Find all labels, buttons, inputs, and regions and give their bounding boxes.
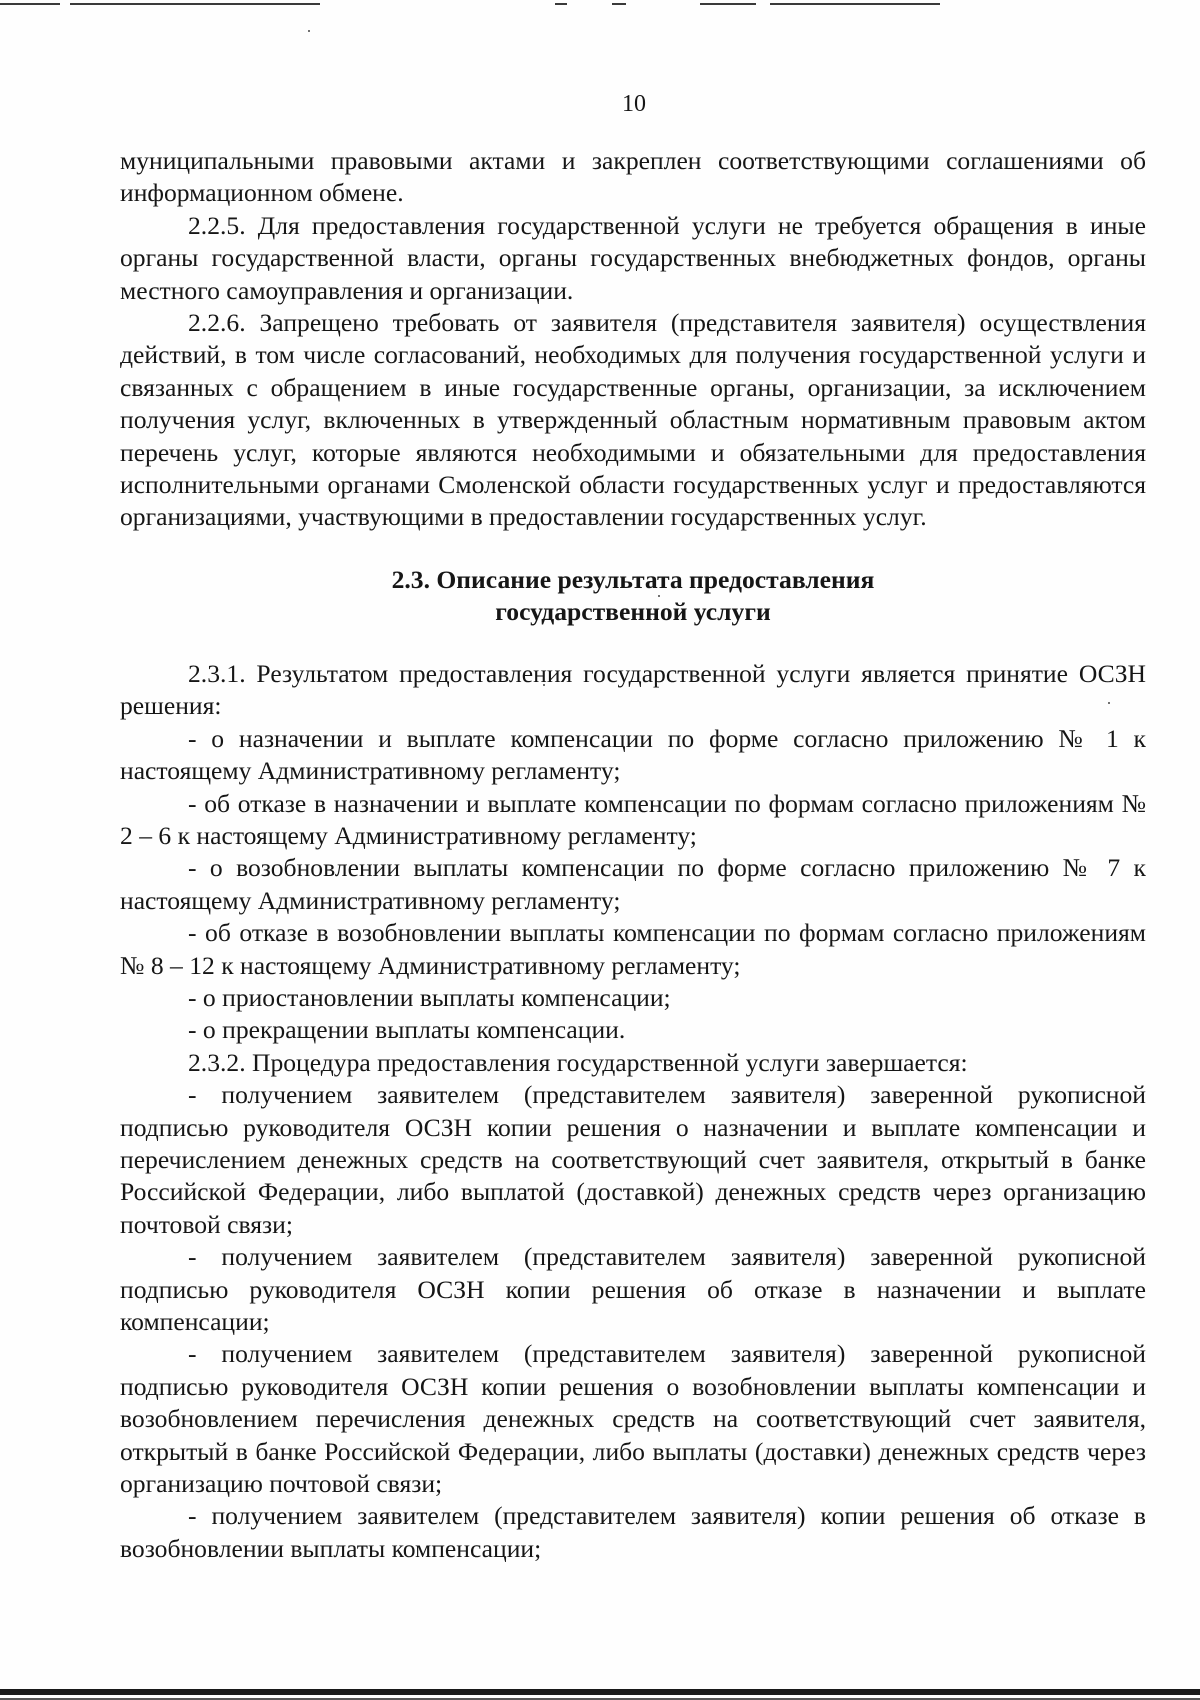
paragraph-2-3-1: 2.3.1. Результатом предоставления государственной услуги является принятие ОСЗН решения: (120, 658, 1146, 721)
list-item: - о прекращении выплаты компенсации. (188, 1015, 626, 1045)
scan-edge-mark (0, 3, 60, 5)
list-item: - получением заявителем (представителем заявителя) заверенной рукописной подписью руководителя ОСЗН копии решения о назначении и выплате компенсации и перечислением денежных средств на соответствующий счет заявителя, открытый в банке Российской Федерации, либо выплатой (доставкой) денежных средств через организацию почтовой связи; (120, 1080, 1146, 1239)
list-item: - о возобновлении выплаты компенсации по форме согласно приложению № 7 к настоящему Административному регламенту; (120, 853, 1146, 915)
page-number: 10 (622, 91, 646, 117)
paragraph-2-2-5: 2.2.5. Для предоставления государственной услуги не требуется обращения в иные органы государственной власти, органы государственных внебюджетных фондов, органы местного самоуправления и организации. (120, 210, 1146, 305)
scan-edge-mark (770, 3, 940, 5)
list-item: - о приостановлении выплаты компенсации; (188, 982, 671, 1012)
document-body (120, 145, 1146, 1565)
list-item: - получением заявителем (представителем заявителя) заверенной рукописной подписью руководителя ОСЗН копии решения о возобновлении выплаты компенсации и возобновлением перечисления денежных средств на соответствующий счет заявителя, открытый в банке Российской Федерации, либо выплаты (доставки) денежных средств через организацию почтовой связи; (120, 1339, 1146, 1499)
list-item: - получением заявителем (представителем заявителя) копии решения об отказе в возобновлении выплаты компенсации; (120, 1501, 1146, 1563)
scan-edge-mark (0, 1689, 1200, 1695)
list-item: - о назначении и выплате компенсации по форме согласно приложению № 1 к настоящему Административному регламенту; (120, 723, 1146, 786)
paragraph: муниципальными правовыми актами и закреплен соответствующими соглашениями об информационном обмене. (120, 146, 1146, 208)
scan-edge-mark (555, 3, 567, 5)
section-heading (120, 564, 1146, 628)
list-item: - получением заявителем (представителем заявителя) заверенной рукописной подписью руководителя ОСЗН копии решения об отказе в назначении и выплате компенсации; (120, 1242, 1146, 1336)
list-item: - об отказе в назначении и выплате компенсации по формам согласно приложениям № 2 – 6 к настоящему Административному регламенту; (120, 788, 1146, 850)
paragraph-2-2-6: 2.2.6. Запрещено требовать от заявителя (представителя заявителя) осуществления действий, в том числе согласований, необходимых для получения государственной услуги и связанных с обращением в иные государственные органы, организации, за исключением получения услуг, включенных в утвержденный областным нормативным правовым актом перечень услуг, которые являются необходимыми и обязательными для предоставления исполнительными органами Смоленской области государственных услуг и предоставляются организациями, участвующими в предоставлении государственных услуг. (120, 308, 1146, 532)
section-heading-line-2: государственной услуги (495, 596, 771, 626)
scan-speck (308, 30, 310, 32)
section-heading-line-1: 2.3. Описание результата предоставления (391, 564, 875, 594)
scan-edge-mark (70, 3, 320, 5)
list-item: - об отказе в возобновлении выплаты компенсации по формам согласно приложениям № 8 – 12 к настоящему Административному регламенту; (120, 918, 1146, 980)
scan-edge-mark (700, 3, 756, 5)
scan-edge-mark (612, 3, 626, 5)
paragraph-2-3-2: 2.3.2. Процедура предоставления государственной услуги завершается: (188, 1047, 968, 1077)
